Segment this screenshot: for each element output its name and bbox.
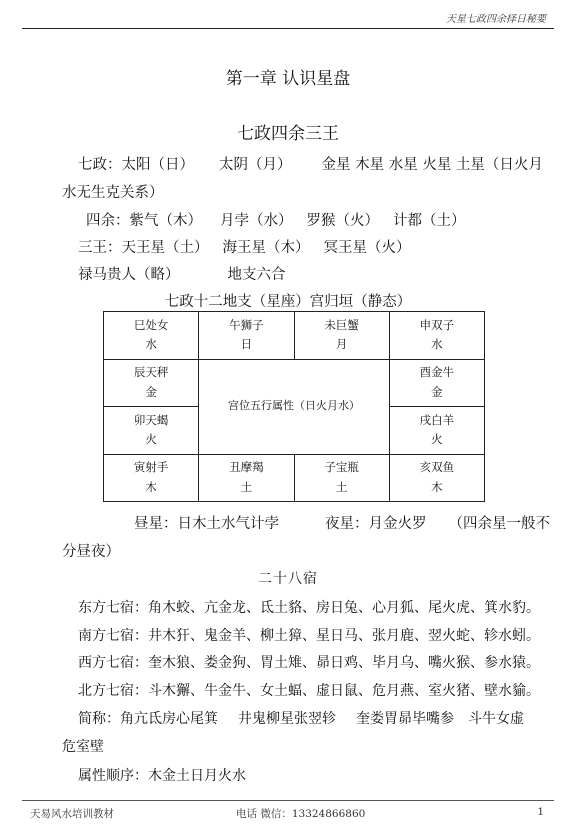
qizheng-planets: 金星 木星 水星 火星 土星（日火月 bbox=[321, 157, 543, 173]
sanwang-line bbox=[78, 236, 411, 257]
footer-contact: 电话 微信：13324866860 bbox=[236, 808, 366, 820]
cell-hai: 亥双鱼 木 bbox=[389, 454, 484, 502]
qizheng-sun: 太阳（日） bbox=[121, 157, 194, 173]
south-mansions: 南方七宿：井木犴、鬼金羊、柳土獐、星日马、张月鹿、翌火蛇、轸水蚓。 bbox=[78, 628, 540, 644]
sanwang-pluto: 冥王星（火） bbox=[323, 240, 411, 256]
abbreviation-line bbox=[78, 708, 524, 728]
cell-chou: 丑摩羯 土 bbox=[199, 454, 294, 502]
cell-chen: 辰天秤 金 bbox=[104, 359, 199, 407]
zodiac-palace-table bbox=[103, 311, 485, 502]
siyu-label: 四余： bbox=[86, 213, 130, 229]
qizheng-label: 七政： bbox=[78, 157, 122, 173]
siyu-luohou: 罗猴（火） bbox=[306, 213, 379, 229]
siyu-jidu: 计都（土） bbox=[393, 213, 466, 229]
cell-shen: 申双子 水 bbox=[389, 312, 484, 360]
section-title-qizheng: 七政四余三王 bbox=[237, 124, 339, 144]
sanwang-label: 三王： bbox=[78, 240, 122, 256]
qizheng-line bbox=[78, 153, 543, 174]
cell-mao: 卯天蝎 火 bbox=[104, 407, 199, 455]
footer-left: 天易风水培训教材 bbox=[30, 808, 114, 820]
abbr-north: 斗牛女虚 bbox=[468, 711, 524, 727]
north-mansions: 北方七宿：斗木獬、牛金牛、女土蝠、虚日鼠、危月燕、室火猪、壁水貐。 bbox=[78, 683, 540, 699]
cell-wu: 午狮子 日 bbox=[199, 312, 294, 360]
chapter-title: 第一章 认识星盘 bbox=[225, 69, 351, 89]
cell-xu: 戌白羊 火 bbox=[389, 407, 484, 455]
page-number: 1 bbox=[537, 806, 544, 818]
table-center-note: 宫位五行属性（日火月水） bbox=[199, 359, 390, 454]
dizhi-liuhe: 地支六合 bbox=[227, 267, 286, 283]
west-mansions: 西方七宿：奎木狼、娄金狗、胃土雉、昴日鸡、毕月乌、嘴火猴、参水猿。 bbox=[78, 655, 540, 671]
luma-guiren: 禄马贵人（略） bbox=[78, 267, 180, 283]
day-night-note: （四余星一般不 bbox=[448, 516, 550, 532]
siyu-ziqi: 紫气（木） bbox=[129, 213, 202, 229]
abbr-west: 奎娄胃昴毕嘴参 bbox=[356, 711, 454, 727]
sanwang-neptune: 海王星（木） bbox=[222, 240, 310, 256]
cell-yin: 寅射手 木 bbox=[104, 454, 199, 502]
siyu-yuebei: 月孛（水） bbox=[220, 213, 293, 229]
sanwang-uranus: 天王星（土） bbox=[121, 240, 209, 256]
cell-si: 巳处女 水 bbox=[104, 312, 199, 360]
abbr-label: 简称： bbox=[78, 711, 120, 727]
qizheng-cont: 水无生克关系） bbox=[62, 185, 164, 201]
abbr-east: 角亢氐房心尾箕 bbox=[120, 711, 218, 727]
header-rule bbox=[22, 28, 554, 29]
abbreviation-cont: 危室壁 bbox=[62, 739, 104, 755]
cell-zi: 子宝瓶 土 bbox=[294, 454, 389, 502]
east-mansions: 东方七宿：角木蛟、亢金龙、氐土貉、房日兔、心月狐、尾火虎、箕水豹。 bbox=[78, 600, 540, 616]
day-stars: 昼星：日木土水气计孛 bbox=[134, 516, 279, 532]
luma-line bbox=[78, 263, 286, 284]
qizheng-moon: 太阴（月） bbox=[219, 157, 292, 173]
night-stars: 夜星：月金火罗 bbox=[325, 516, 427, 532]
cell-you: 酉金牛 金 bbox=[389, 359, 484, 407]
footer-rule bbox=[22, 800, 554, 801]
day-night-line bbox=[134, 512, 550, 533]
table-title: 七政十二地支（星座）宫归垣（静态） bbox=[164, 294, 412, 310]
running-header: 天星七政四余择日秘要 bbox=[446, 14, 546, 25]
abbr-south: 井鬼柳星张翌轸 bbox=[238, 711, 336, 727]
day-night-note-cont: 分昼夜） bbox=[62, 544, 120, 560]
siyu-line bbox=[86, 209, 466, 230]
section-title-28-mansions: 二十八宿 bbox=[258, 571, 318, 587]
attribute-order: 属性顺序：木金土日月火水 bbox=[78, 768, 246, 784]
cell-wei: 未巨蟹 月 bbox=[294, 312, 389, 360]
